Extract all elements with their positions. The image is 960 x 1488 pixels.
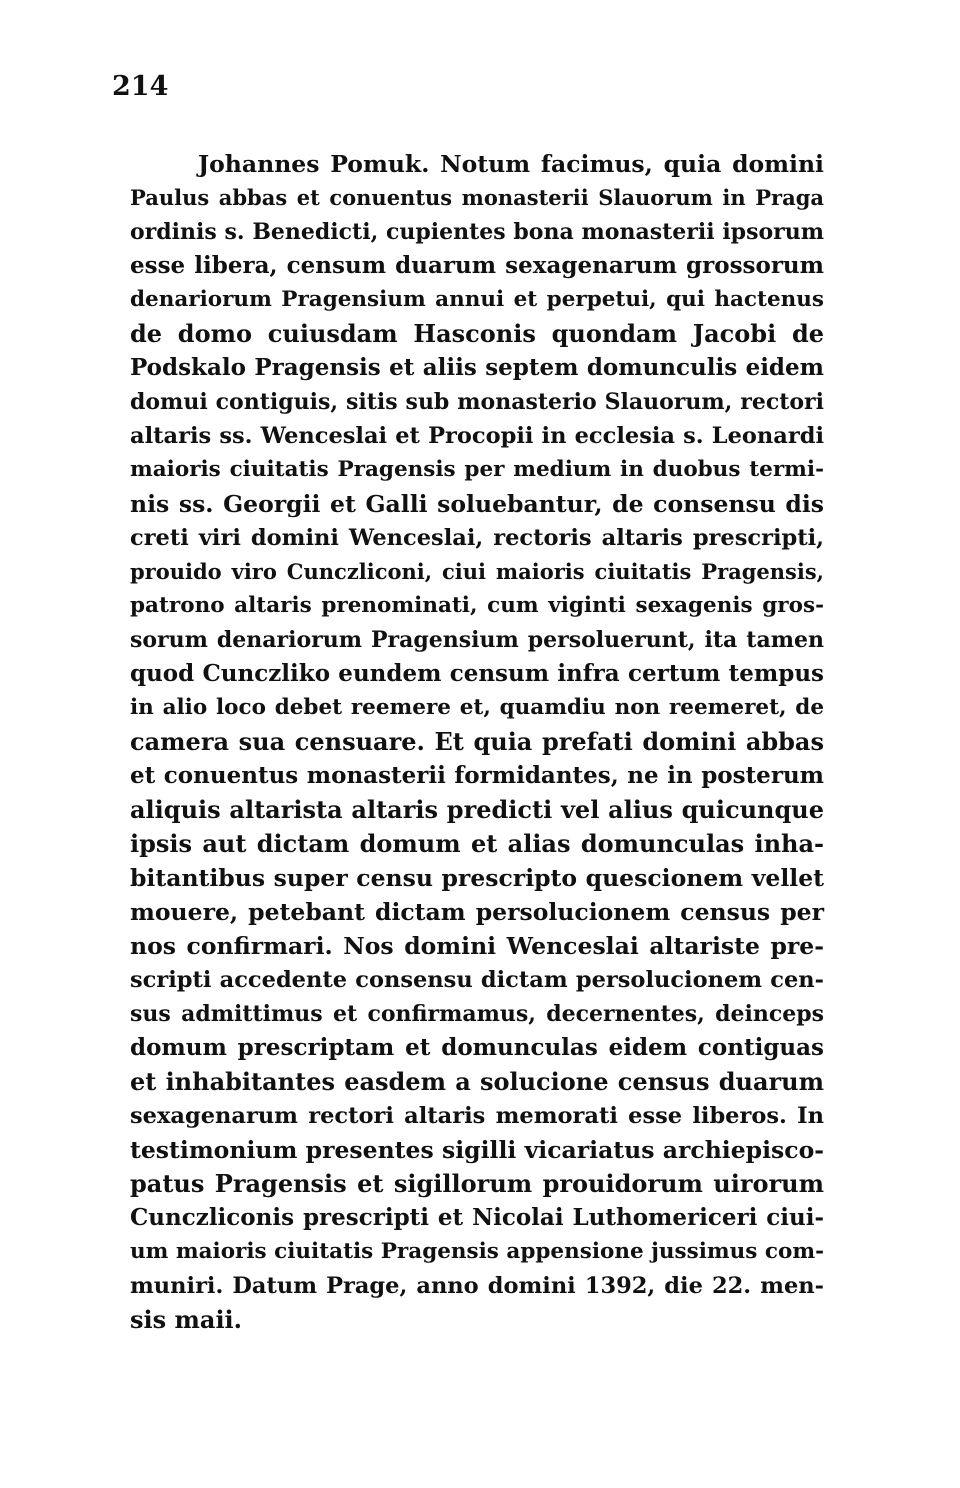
text-line: nos confirmari. Nos domini Wenceslai altariste pre- [130,932,824,960]
text-line: Johannes Pomuk. Notum facimus, quia domini [198,150,824,178]
text-line: altaris ss. Wenceslai et Procopii in ecclesia s. Leonardi [130,423,824,449]
text-line: scripti accedente consensu dictam persolucionem cen- [130,967,824,993]
text-line: Cunczliconis prescripti et Nicolai Luthomericeri ciui- [130,1204,824,1231]
text-line: esse libera, censum duarum sexagenarum grossorum [130,252,824,279]
text-line: sexagenarum rectori altaris memorati esse liberos. In [130,1103,824,1129]
text-line: in alio loco debet reemere et, quamdiu non reemeret, de [130,695,824,720]
text-line: patrono altaris prenominati, cum viginti sexagenis gros- [130,593,824,618]
text-line: patus Pragensis et sigillorum prouidorum uirorum [130,1169,824,1198]
text-line: domum prescriptam et domunculas eidem contiguas [130,1034,824,1061]
text-line: domui contiguis, sitis sub monasterio Slauorum, rectori [130,389,824,415]
text-line: et inhabitantes easdem a solucione census duarum [130,1067,824,1096]
text-line: et conuentus monasterii formidantes, ne in posterum [130,762,824,789]
text-line: testimonium presentes sigilli vicariatus archiepisco- [130,1136,824,1164]
text-line: bitantibus super censu prescripto quescionem vellet [130,864,824,892]
text-line: muniri. Datum Prage, anno domini 1392, die 22. men- [130,1273,824,1299]
text-line: Podskalo Pragensis et aliis septem domunculis eidem [130,354,824,381]
text-line: nis ss. Georgii et Galli soluebantur, de consensu dis [130,490,824,518]
text-line: creti viri domini Wenceslai, rectoris altaris prescripti, [130,525,824,551]
text-line: camera sua censuare. Et quia prefati domini abbas [130,727,824,756]
text-line: de domo cuiusdam Hasconis quondam Jacobi de [130,319,824,348]
text-line: sorum denariorum Pragensium persoluerunt, ita tamen [130,627,824,653]
text-line: sis maii. [130,1305,243,1334]
text-line: mouere, petebant dictam persolucionem census per [130,898,824,926]
text-line: prouido viro Cunczliconi, ciui maioris ciuitatis Pragensis, [130,559,824,584]
text-line: quod Cunczliko eundem censum infra certum tempus [130,660,824,687]
text-line: sus admittimus et confirmamus, decernentes, deinceps [130,1001,824,1027]
text-line: Paulus abbas et conuentus monasterii Slauorum in Praga [130,185,824,210]
page-number: 214 [112,71,169,102]
text-line: aliquis altarista altaris predicti vel alius quicunque [130,795,824,824]
text-line: maioris ciuitatis Pragensis per medium in duobus termi- [130,457,824,482]
text-line: ipsis aut dictam domum et alias domunculas inha- [130,829,824,858]
body-text [130,147,824,1337]
text-line: ordinis s. Benedicti, cupientes bona monasterii ipsorum [130,219,824,245]
text-line: um maioris ciuitatis Pragensis appensione jussimus com- [130,1239,824,1264]
text-line: denariorum Pragensium annui et perpetui, qui hactenus [130,287,824,312]
